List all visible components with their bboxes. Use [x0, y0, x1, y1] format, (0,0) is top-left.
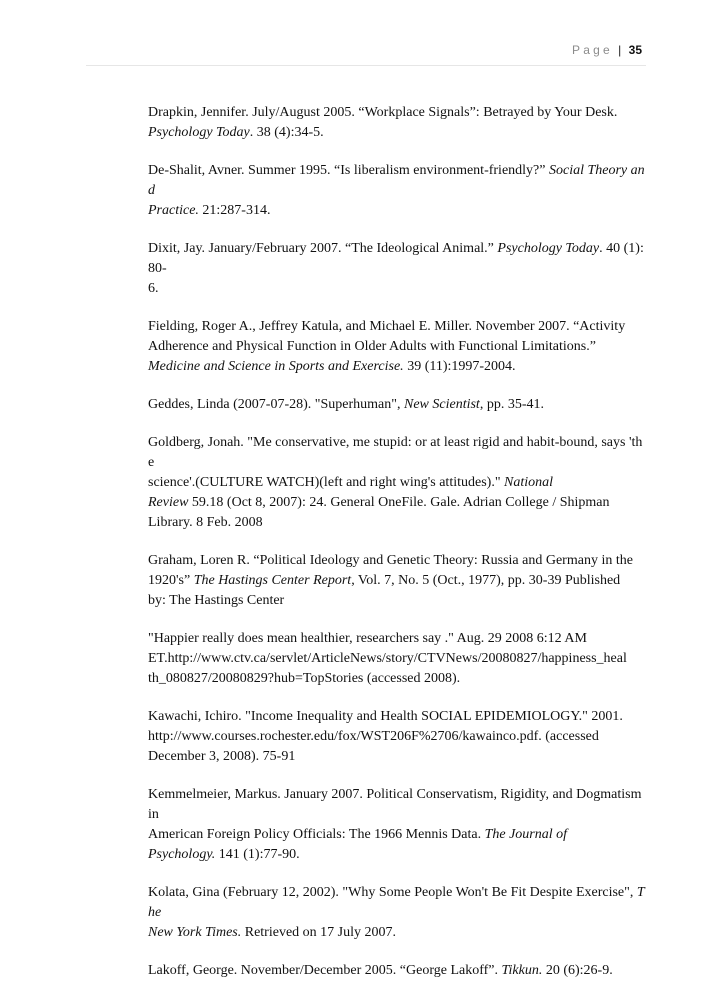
reference-text: , pp. 35-41. — [479, 397, 544, 412]
reference-text: 6. — [148, 281, 159, 296]
reference-line — [148, 357, 646, 377]
italic-title: Review — [148, 495, 189, 510]
italic-title: Psychology Today — [497, 241, 600, 256]
reference-entry — [106, 395, 646, 415]
reference-text: Goldberg, Jonah. "Me conservative, me stupid: or at least rigid and habit-bound, says 'the — [148, 435, 643, 470]
italic-title: New Scientist — [404, 397, 480, 412]
reference-entry — [106, 883, 646, 943]
page-label: Page — [572, 43, 613, 57]
italic-title: Medicine and Science in Sports and Exercise. — [148, 359, 404, 374]
reference-line — [148, 317, 646, 337]
reference-text: 141 (1):77-90. — [215, 847, 300, 862]
reference-text: Kolata, Gina (February 12, 2002). "Why Some People Won't Be Fit Despite Exercise", — [148, 885, 637, 900]
reference-line — [148, 433, 646, 473]
reference-line — [148, 707, 646, 727]
italic-title: Psychology. — [148, 847, 216, 862]
reference-text: . 40 (1):80- — [148, 241, 644, 276]
reference-text: Fielding, Roger A., Jeffrey Katula, and Michael E. Miller. November 2007. “Activity — [148, 319, 626, 334]
reference-entry — [106, 317, 646, 377]
reference-text: http://www.courses.rochester.edu/fox/WST206F%2706/kawainco.pdf. (accessed — [148, 729, 599, 744]
reference-line — [148, 395, 646, 415]
reference-text: , Vol. 7, No. 5 (Oct., 1977), pp. 30-39 Published — [351, 573, 621, 588]
reference-text: 1920's” — [148, 573, 194, 588]
reference-entry — [106, 629, 646, 689]
header-divider — [86, 65, 646, 66]
reference-text: American Foreign Policy Officials: The 1966 Mennis Data. — [148, 827, 485, 842]
reference-line — [148, 239, 646, 279]
reference-line — [148, 201, 646, 221]
page-header — [572, 43, 642, 57]
italic-title: The Journal of — [484, 827, 568, 842]
reference-text: Retrieved on 17 July 2007. — [241, 925, 396, 940]
italic-title: New York Times. — [148, 925, 242, 940]
reference-line — [148, 825, 646, 845]
reference-line — [148, 923, 646, 943]
reference-line — [148, 337, 646, 357]
reference-line — [148, 513, 646, 533]
header-separator: | — [618, 43, 622, 57]
reference-line — [148, 785, 646, 825]
italic-title: Psychology Today — [148, 125, 250, 140]
reference-text: Graham, Loren R. “Political Ideology and Genetic Theory: Russia and Germany in the — [148, 553, 633, 568]
reference-line — [148, 845, 646, 865]
reference-entry — [106, 551, 646, 611]
italic-title: Practice. — [148, 203, 199, 218]
reference-text: . 38 (4):34-5. — [249, 125, 324, 140]
reference-line — [148, 571, 646, 591]
italic-title: Social Theory and — [148, 163, 645, 198]
reference-line — [148, 161, 646, 201]
reference-text: Geddes, Linda (2007-07-28). "Superhuman", — [148, 397, 404, 412]
reference-text: Kemmelmeier, Markus. January 2007. Political Conservatism, Rigidity, and Dogmatism in — [148, 787, 642, 822]
reference-line — [148, 551, 646, 571]
reference-text: ET.http://www.ctv.ca/servlet/ArticleNews/story/CTVNews/20080827/happiness_heal — [148, 651, 627, 666]
reference-line — [148, 493, 646, 513]
reference-text: Kawachi, Ichiro. "Income Inequality and Health SOCIAL EPIDEMIOLOGY." 2001. — [148, 709, 623, 724]
reference-text: De-Shalit, Avner. Summer 1995. “Is liberalism environment-friendly?” — [148, 163, 549, 178]
reference-text: Lakoff, George. November/December 2005. “George Lakoff”. — [148, 963, 502, 978]
reference-text: Dixit, Jay. January/February 2007. “The Ideological Animal.” — [148, 241, 498, 256]
reference-line — [148, 883, 646, 923]
reference-line — [148, 629, 646, 649]
reference-line — [148, 103, 646, 123]
italic-title: The — [148, 885, 645, 920]
reference-line — [148, 591, 646, 611]
reference-text: December 3, 2008). 75-91 — [148, 749, 296, 764]
bibliography — [106, 103, 646, 999]
reference-entry — [106, 239, 646, 299]
reference-text: 39 (11):1997-2004. — [403, 359, 516, 374]
reference-line — [148, 123, 646, 143]
reference-text: 20 (6):26-9. — [542, 963, 613, 978]
reference-entry — [106, 433, 646, 533]
reference-text: science'.(CULTURE WATCH)(left and right wing's attitudes)." — [148, 475, 505, 490]
reference-line — [148, 961, 646, 981]
reference-entry — [106, 161, 646, 221]
reference-text: Adherence and Physical Function in Older Adults with Functional Limitations.” — [148, 339, 596, 354]
reference-text: th_080827/20080829?hub=TopStories (accessed 2008). — [148, 671, 461, 686]
reference-text: 21:287-314. — [198, 203, 271, 218]
reference-entry — [106, 785, 646, 865]
reference-text: "Happier really does mean healthier, researchers say ." Aug. 29 2008 6:12 AM — [148, 631, 587, 646]
italic-title: National — [504, 475, 554, 490]
reference-text: by: The Hastings Center — [148, 593, 285, 608]
reference-line — [148, 649, 646, 669]
reference-entry — [106, 103, 646, 143]
reference-entry — [106, 961, 646, 981]
reference-line — [148, 473, 646, 493]
italic-title: The Hastings Center Report — [193, 573, 352, 588]
reference-line — [148, 747, 646, 767]
italic-title: Tikkun. — [501, 963, 543, 978]
reference-text: Library. 8 Feb. 2008 — [148, 515, 263, 530]
reference-line — [148, 279, 646, 299]
reference-line — [148, 727, 646, 747]
reference-entry — [106, 707, 646, 767]
reference-text: 59.18 (Oct 8, 2007): 24. General OneFile. Gale. Adrian College / Shipman — [188, 495, 610, 510]
page-number: 35 — [628, 43, 642, 57]
reference-line — [148, 669, 646, 689]
reference-text: Drapkin, Jennifer. July/August 2005. “Workplace Signals”: Betrayed by Your Desk. — [148, 105, 618, 120]
